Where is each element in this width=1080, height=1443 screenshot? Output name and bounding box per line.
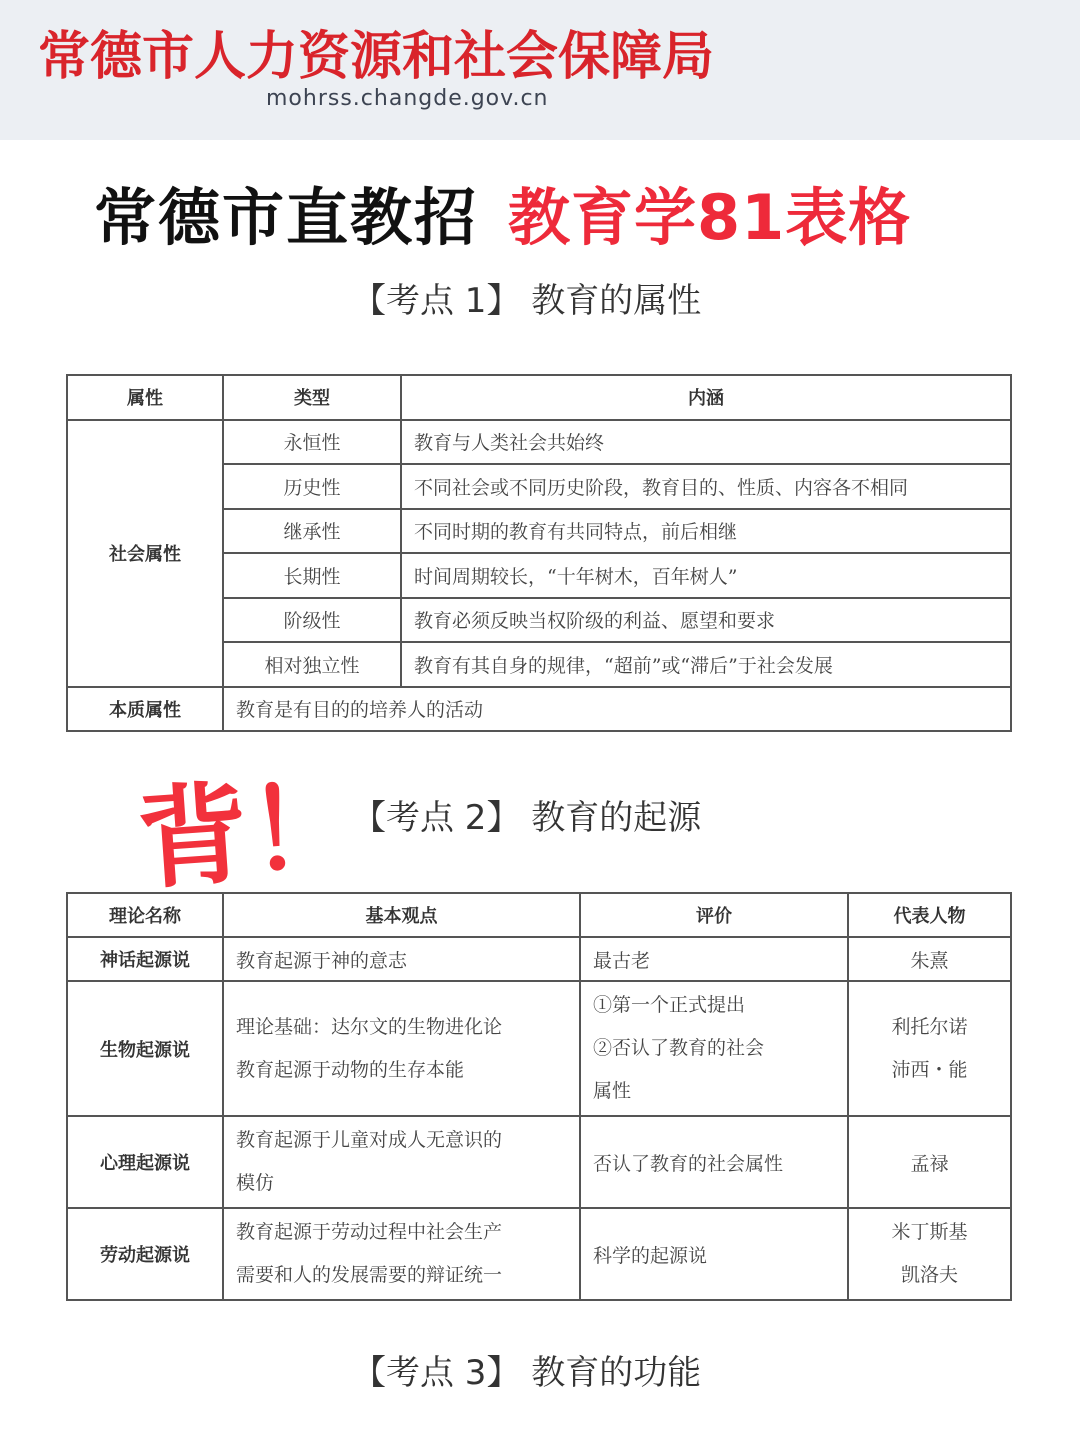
- header-attribute: 属性: [67, 375, 223, 420]
- views-line: 教育起源于动物的生存本能: [236, 1058, 465, 1081]
- evaluation-line: 最古老: [593, 949, 651, 972]
- header-meaning: 内涵: [401, 375, 1011, 420]
- evaluation-cell: [580, 981, 848, 1116]
- header-evaluation: 评价: [580, 893, 848, 937]
- type-cell: 继承性: [223, 509, 401, 554]
- views-cell: [223, 937, 580, 981]
- evaluation-line: ②否认了教育的社会: [593, 1037, 765, 1059]
- type-cell: 永恒性: [223, 420, 401, 465]
- headline-red: 教育学81表格: [508, 181, 912, 254]
- evaluation-cell: [580, 1116, 848, 1208]
- type-cell: 历史性: [223, 464, 401, 509]
- type-cell: 阶级性: [223, 598, 401, 643]
- representative-line: 米丁斯基: [891, 1221, 968, 1243]
- meaning-cell: 教育有其自身的规律，“超前”或“滞后”于社会发展: [401, 642, 1011, 687]
- header-theory: 理论名称: [67, 893, 223, 937]
- header-type: 类型: [223, 375, 401, 420]
- essence-attribute-cell: 本质属性: [67, 687, 223, 732]
- theory-name-cell: 心理起源说: [67, 1116, 223, 1208]
- theory-name-cell: 神话起源说: [67, 937, 223, 981]
- page-headline: [94, 168, 911, 257]
- evaluation-line: ①第一个正式提出: [593, 994, 746, 1016]
- table-row: [67, 1208, 1011, 1300]
- views-line: 教育起源于劳动过程中社会生产: [236, 1221, 503, 1243]
- table-education-origins: [66, 892, 1012, 1301]
- evaluation-cell: [580, 1208, 848, 1300]
- table-row: [67, 1116, 1011, 1208]
- section-title-2: 【考点 2】 教育的起源: [352, 798, 702, 838]
- views-line: 需要和人的发展需要的辩证统一: [236, 1264, 503, 1286]
- meaning-cell: 教育必须反映当权阶级的利益、愿望和要求: [401, 598, 1011, 643]
- type-cell: 长期性: [223, 553, 401, 598]
- representative-line: 沛西・能: [891, 1058, 968, 1081]
- views-cell: [223, 1116, 580, 1208]
- header-representatives: 代表人物: [848, 893, 1011, 937]
- headline-black: 常德市直教招: [94, 181, 479, 254]
- meaning-cell: 不同时期的教育有共同特点，前后相继: [401, 509, 1011, 554]
- representative-line: 利托尔诺: [891, 1015, 968, 1038]
- theory-name-cell: 生物起源说: [67, 981, 223, 1116]
- representatives-cell: [848, 1116, 1011, 1208]
- section-title-3: 【考点 3】 教育的功能: [352, 1353, 702, 1393]
- representatives-cell: [848, 981, 1011, 1116]
- meaning-cell: 时间周期较长，“十年树木，百年树人”: [401, 553, 1011, 598]
- representative-line: 凯洛夫: [900, 1264, 958, 1286]
- views-line: 教育起源于神的意志: [236, 949, 408, 972]
- views-line: 教育起源于儿童对成人无意识的: [236, 1129, 503, 1151]
- evaluation-line: 否认了教育的社会属性: [593, 1152, 784, 1175]
- representatives-cell: [848, 937, 1011, 981]
- evaluation-line: 科学的起源说: [593, 1244, 708, 1267]
- table-row: [67, 687, 1011, 732]
- representatives-cell: [848, 1208, 1011, 1300]
- evaluation-line: 属性: [593, 1080, 632, 1102]
- section-title-1: 【考点 1】 教育的属性: [352, 281, 702, 321]
- representative-line: 孟禄: [910, 1152, 949, 1175]
- representative-line: 朱熹: [910, 949, 949, 972]
- meaning-cell: 教育与人类社会共始终: [401, 420, 1011, 465]
- header-views: 基本观点: [223, 893, 580, 937]
- table-row: [67, 981, 1011, 1116]
- views-line: 模仿: [236, 1172, 275, 1194]
- social-attribute-cell: 社会属性: [67, 420, 223, 687]
- table-row: [67, 937, 1011, 981]
- essence-meaning-cell: 教育是有目的的培养人的活动: [223, 687, 1011, 732]
- banner-url: mohrss.changde.gov.cn: [266, 86, 549, 111]
- banner-title: 常德市人力资源和社会保障局: [38, 27, 715, 87]
- views-line: 理论基础：达尔文的生物进化论: [236, 1015, 503, 1038]
- views-cell: [223, 981, 580, 1116]
- meaning-cell: 不同社会或不同历史阶段，教育目的、性质、内容各不相同: [401, 464, 1011, 509]
- type-cell: 相对独立性: [223, 642, 401, 687]
- table-row: [67, 420, 1011, 465]
- header-banner: [0, 0, 1080, 140]
- table-header-row: [67, 893, 1011, 937]
- theory-name-cell: 劳动起源说: [67, 1208, 223, 1300]
- memorize-stamp: 背！: [133, 761, 363, 905]
- table-education-attributes: [66, 374, 1012, 732]
- views-cell: [223, 1208, 580, 1300]
- evaluation-cell: [580, 937, 848, 981]
- table-header-row: [67, 375, 1011, 420]
